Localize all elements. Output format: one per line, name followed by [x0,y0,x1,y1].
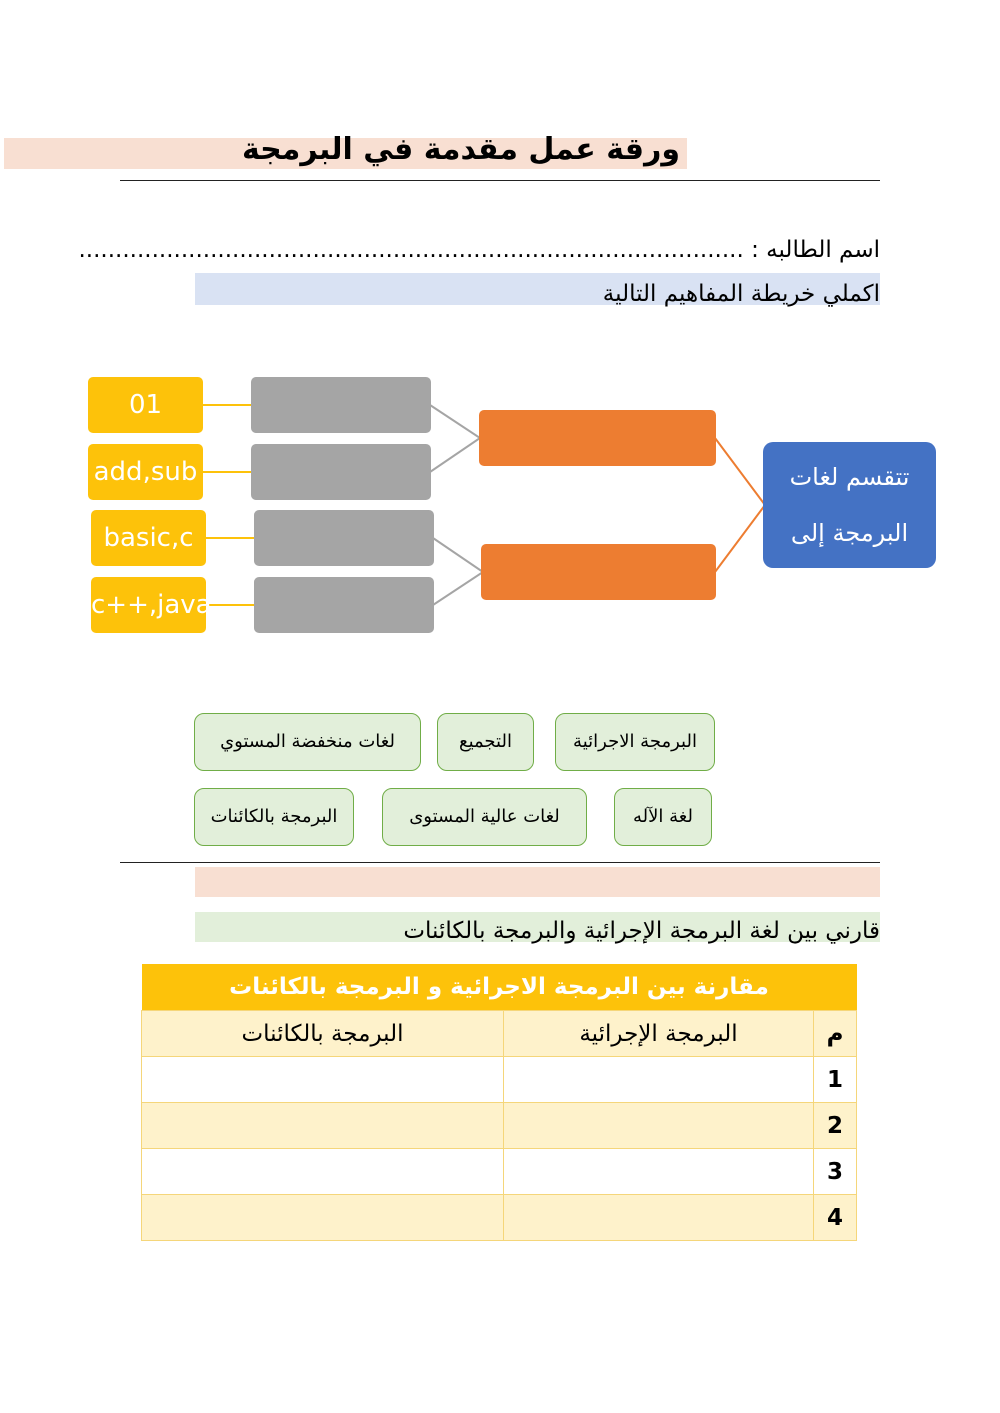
example-box-3: basic,c [91,510,206,566]
word-chip-oop[interactable]: البرمجة بالكائنات [194,788,354,846]
table-row [142,1149,857,1195]
table-title: مقارنة بين البرمجة الاجرائية و البرمجة بالكائنات [142,964,857,1011]
word-chip-procedural[interactable]: البرمجة الاجرائية [555,713,715,771]
row-number: 2 [814,1103,857,1149]
divider-top [120,180,880,181]
connector-gray-bottom [433,538,483,605]
comparison-table [141,964,857,1241]
root-line-1: تتقسم لغات [789,463,910,491]
example-box-1: 01 [88,377,203,433]
row-number: 3 [814,1149,857,1195]
header-procedural: البرمجة الإجرائية [504,1011,814,1057]
blank-box-orange-2[interactable] [481,544,716,600]
connector-orange [715,438,765,572]
cell-procedural[interactable] [504,1103,814,1149]
root-line-2: البرمجة إلى [790,519,909,547]
connector-gray-top [430,405,480,472]
cell-procedural[interactable] [504,1057,814,1103]
root-concept-box [763,442,936,568]
blank-box-gray-2[interactable] [251,444,431,500]
blank-box-gray-3[interactable] [254,510,434,566]
cell-oop[interactable] [142,1149,504,1195]
blank-box-orange-1[interactable] [479,410,716,466]
table-row [142,1057,857,1103]
cell-oop[interactable] [142,1103,504,1149]
blank-box-gray-4[interactable] [254,577,434,633]
cell-oop[interactable] [142,1057,504,1103]
cell-procedural[interactable] [504,1149,814,1195]
word-chip-machine[interactable]: لغة الآله [614,788,712,846]
example-box-2: add,sub [88,444,203,500]
table-header-row [142,1011,857,1057]
page-title: ورقة عمل مقدمة في البرمجة [241,132,680,167]
word-chip-assembly[interactable]: التجميع [437,713,534,771]
example-box-4: c++,java [91,577,206,633]
blank-box-gray-1[interactable] [251,377,431,433]
header-num: م [814,1011,857,1057]
student-name-field[interactable]: اسم الطالبه : ........................................................................................... [78,237,880,263]
word-chip-low-level[interactable]: لغات منخفضة المستوي [194,713,421,771]
header-oop: البرمجة بالكائنات [142,1011,504,1057]
row-number: 4 [814,1195,857,1241]
table-row [142,1195,857,1241]
instruction-compare: قارني بين لغة البرمجة الإجرائية والبرمجة بالكائنات [403,918,880,944]
divider-middle [120,862,880,863]
instruction-concept-map: اكملي خريطة المفاهيم التالية [602,281,880,307]
section-highlight-pink [195,867,880,897]
word-chip-high-level[interactable]: لغات عالية المستوى [382,788,587,846]
table-row [142,1103,857,1149]
row-number: 1 [814,1057,857,1103]
cell-procedural[interactable] [504,1195,814,1241]
cell-oop[interactable] [142,1195,504,1241]
